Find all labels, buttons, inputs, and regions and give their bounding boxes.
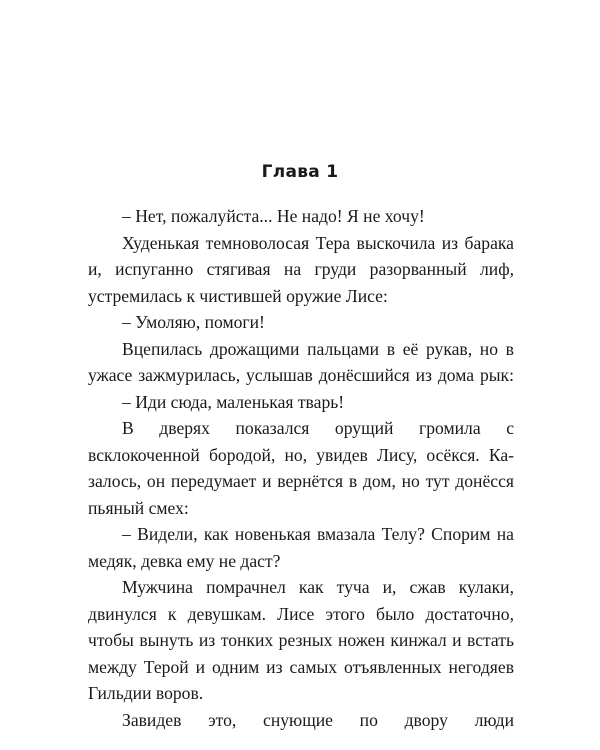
text-line: двинулся к девушкам. Лисе этого было достаточно, [88,603,514,624]
text-line: пьяный смех: [88,497,189,518]
text-line: – Умоляю, помоги! [122,312,265,332]
text-line: устремилась к чистившей оружие Лисе: [88,285,388,306]
text-line: медяк, девка ему не даст? [88,550,281,571]
text-line: Завидев это, снующие по двору люди [122,709,514,730]
text-line: и, испуганно стягивая на груди разорванный лиф, [88,259,514,279]
text-line: Гильдии воров. [88,683,204,703]
text-line: – Нет, пожалуйста... Не надо! Я не хочу! [122,206,425,226]
text-line: – Иди сюда, маленькая тварь! [122,391,345,412]
text-line: Вцепилась дрожащими пальцами в её рукав, но в [122,338,514,359]
text-line: чтобы вынуть из тонких резных ножен кинжал и встать [88,630,514,650]
text-line: ужасе зажмурилась, услышав донёсшийся из дома рык: [88,365,514,385]
text-line: всклокоченной бородой, но, увидев Лису, осёкся. Ка- [88,444,514,465]
text-line: В дверях показался орущий громила с [122,418,514,438]
text-line: между Терой и одним из самых отъявленных негодяев [88,656,514,677]
text-line: – Видели, как новенькая вмазала Телу? Спорим на [122,524,514,544]
text-line: Мужчина помрачнел как туча и, сжав кулаки, [122,577,514,597]
text-line: Худенькая темноволосая Тера выскочила из барака [122,232,514,253]
chapter-title: Глава 1 [261,162,339,182]
text-line: залось, он передумает и вернётся в дом, но тут донёсся [88,471,514,491]
chapter-text [88,203,514,733]
